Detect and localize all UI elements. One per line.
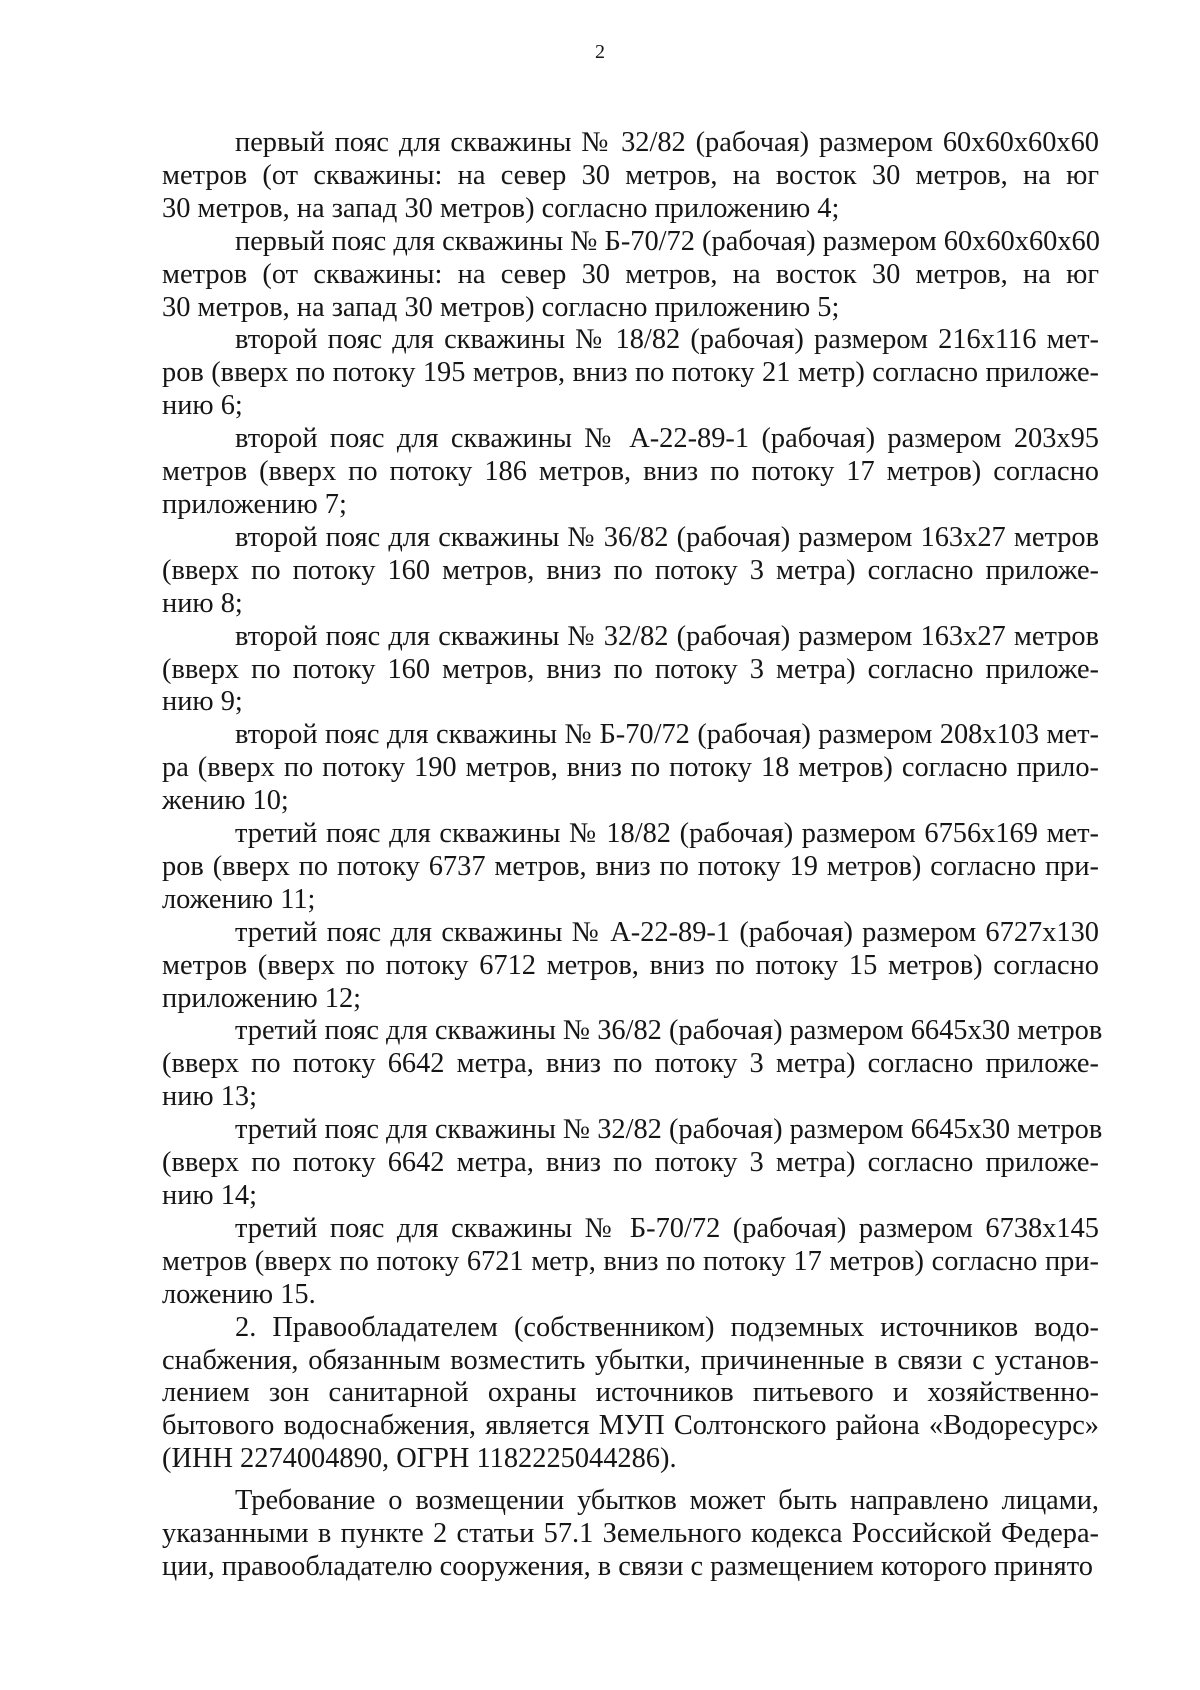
text-line: нию 6; (162, 390, 243, 422)
paragraph (162, 818, 1099, 917)
text-line: (вверх по потоку 160 метров, вниз по потоку 3 метра) согласно приложе- (162, 653, 1099, 685)
text-line: метров (вверх по потоку 186 метров, вниз по потоку 17 метров) согласно (162, 456, 1099, 488)
paragraph (162, 1114, 1103, 1213)
text-line: третий пояс для скважины № Б-70/72 (рабочая) размером 6738х145 (235, 1212, 1099, 1244)
paragraph (162, 719, 1099, 818)
paragraph (162, 127, 1099, 226)
text-line: лением зон санитарной охраны источников питьевого и хозяйственно- (162, 1377, 1099, 1409)
text-line: второй пояс для скважины № 18/82 (рабочая) размером 216х116 мет- (235, 324, 1099, 356)
paragraph (162, 1213, 1099, 1312)
text-line: ложению 15. (162, 1278, 316, 1310)
text-line: (вверх по потоку 160 метров, вниз по потоку 3 метра) согласно приложе- (162, 554, 1099, 586)
text-line: указанными в пункте 2 статьи 57.1 Земельного кодекса Российской Федера- (162, 1518, 1099, 1550)
text-line: нию 14; (162, 1180, 257, 1211)
page-number: 2 (595, 41, 605, 63)
text-line: нию 8; (162, 587, 243, 619)
paragraph (162, 324, 1099, 423)
text-line: первый пояс для скважины № 32/82 (рабочая) размером 60х60х60х60 (235, 127, 1099, 158)
document-body (162, 127, 1103, 1584)
text-line: Требование о возмещении убытков может быть направлено лицами, (235, 1485, 1099, 1517)
text-line: бытового водоснабжения, является МУП Солтонского района «Водоресурс» (162, 1410, 1099, 1442)
text-line: приложению 7; (162, 488, 347, 520)
text-line: снабжения, обязанным возместить убытки, причиненные в связи с установ- (162, 1344, 1099, 1376)
text-line: ров (вверх по потоку 195 метров, вниз по потоку 21 метр) согласно приложе- (162, 357, 1099, 389)
text-line: ложению 11; (162, 883, 316, 915)
text-line: второй пояс для скважины № 36/82 (рабочая) размером 163х27 метров (235, 521, 1099, 553)
text-line: 30 метров, на запад 30 метров) согласно приложению 5; (162, 291, 840, 323)
text-line: второй пояс для скважины № Б-70/72 (рабочая) размером 208х103 мет- (235, 719, 1099, 751)
text-line: (вверх по потоку 6642 метра, вниз по потоку 3 метра) согласно приложе- (162, 1048, 1099, 1080)
text-line: метров (вверх по потоку 6721 метр, вниз по потоку 17 метров) согласно при- (162, 1245, 1099, 1277)
text-line: 2. Правообладателем (собственником) подземных источников водо- (235, 1311, 1099, 1343)
text-line: нию 9; (162, 686, 243, 718)
text-line: второй пояс для скважины № 32/82 (рабочая) размером 163х27 метров (235, 620, 1099, 652)
text-line: ции, правообладателю сооружения, в связи с размещением которого принято (162, 1550, 1093, 1582)
text-line: третий пояс для скважины № 36/82 (рабочая) размером 6645х30 метров (235, 1015, 1103, 1047)
paragraph-gap (162, 1476, 1099, 1485)
paragraph (162, 621, 1099, 720)
paragraph (162, 1015, 1103, 1114)
text-line: ров (вверх по потоку 6737 метров, вниз по потоку 19 метров) согласно при- (162, 850, 1099, 882)
paragraph (162, 423, 1099, 522)
text-line: второй пояс для скважины № А-22-89-1 (рабочая) размером 203х95 (235, 423, 1099, 455)
text-line: нию 13; (162, 1081, 257, 1113)
paragraph (162, 226, 1099, 325)
text-line: (вверх по потоку 6642 метра, вниз по потоку 3 метра) согласно приложе- (162, 1147, 1099, 1179)
text-line: 30 метров, на запад 30 метров) согласно приложению 4; (162, 192, 840, 224)
paragraph (162, 1312, 1099, 1477)
text-line: жению 10; (162, 785, 289, 817)
text-line: приложению 12; (162, 982, 362, 1014)
paragraph (162, 917, 1099, 1016)
text-line: третий пояс для скважины № А-22-89-1 (рабочая) размером 6727х130 (235, 916, 1099, 948)
paragraph (162, 1485, 1099, 1584)
paragraph (162, 522, 1099, 621)
text-line: третий пояс для скважины № 32/82 (рабочая) размером 6645х30 метров (235, 1114, 1103, 1146)
text-line: (ИНН 2274004890, ОГРН 1182225044286). (162, 1443, 677, 1475)
text-line: третий пояс для скважины № 18/82 (рабочая) размером 6756х169 мет- (235, 818, 1099, 850)
text-line: метров (от скважины: на север 30 метров, на восток 30 метров, на юг (162, 159, 1099, 191)
text-line: ра (вверх по потоку 190 метров, вниз по потоку 18 метров) согласно прило- (162, 752, 1099, 784)
text-line: метров (от скважины: на север 30 метров, на восток 30 метров, на юг (162, 258, 1099, 290)
text-line: первый пояс для скважины № Б-70/72 (рабочая) размером 60х60х60х60 (235, 225, 1100, 257)
text-line: метров (вверх по потоку 6712 метров, вниз по потоку 15 метров) согласно (162, 949, 1099, 981)
